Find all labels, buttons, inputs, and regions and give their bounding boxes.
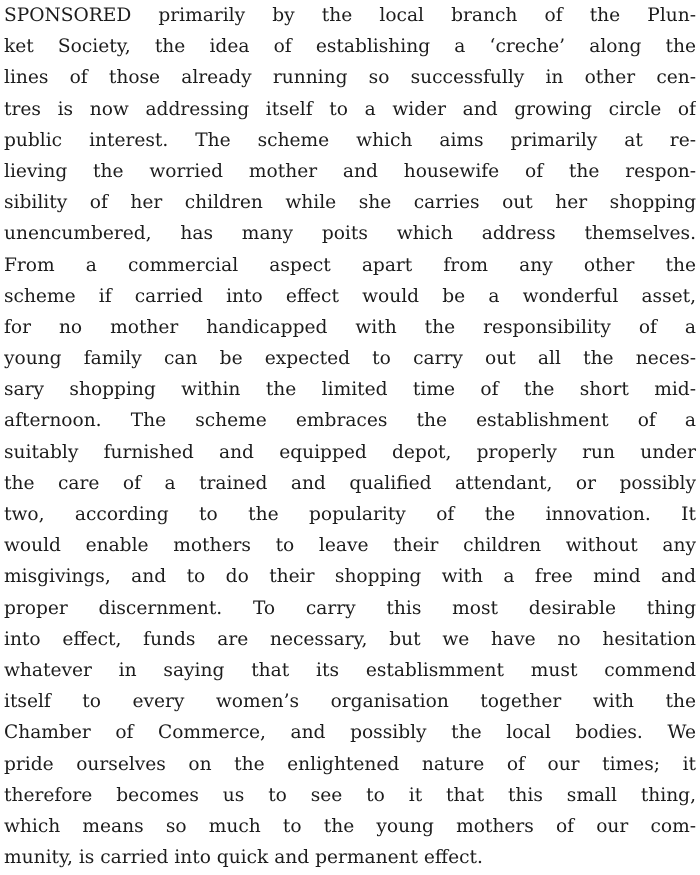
text-line: which means so much to the young mothers of our com- <box>4 815 696 837</box>
text-line: lieving the worried mother and housewife of the respon- <box>4 160 696 182</box>
text-line: two, according to the popularity of the innovation. It <box>4 504 696 525</box>
text-line: tres is now addressing itself to a wider and growing circle of <box>4 98 696 120</box>
text-line: unencumbered, has many poits which address themselves. <box>4 223 696 245</box>
text-line: for no mother handicapped with the responsibility of a <box>4 316 696 338</box>
text-line: would enable mothers to leave their children without any <box>4 535 696 557</box>
text-line: proper discernment. To carry this most desirable thing <box>4 597 696 619</box>
text-line: ket Society, the idea of establishing a ‘creche’ along the <box>4 36 696 58</box>
article-body <box>4 0 696 873</box>
text-line: misgivings, and to do their shopping with a free mind and <box>4 566 696 588</box>
text-line: public interest. The scheme which aims primarily at re- <box>4 129 696 151</box>
text-line: scheme if carried into effect would be a wonderful asset, <box>4 285 696 307</box>
text-line: sary shopping within the limited time of the short mid- <box>4 379 696 401</box>
text-line: suitably furnished and equipped depot, properly run under <box>4 441 696 463</box>
text-line: into effect, funds are necessary, but we have no hesitation <box>4 628 696 650</box>
text-line: From a commercial aspect apart from any other the <box>4 254 696 276</box>
text-line: young family can be expected to carry out all the neces- <box>4 348 696 370</box>
text-line: munity, is carried into quick and permanent effect. <box>4 847 483 869</box>
text-line: Chamber of Commerce, and possibly the local bodies. We <box>4 722 696 744</box>
text-line: therefore becomes us to see to it that this small thing, <box>4 784 696 806</box>
text-line: SPONSORED primarily by the local branch of the Plun- <box>4 5 696 26</box>
text-line: afternoon. The scheme embraces the establishment of a <box>4 410 696 432</box>
text-line: whatever in saying that its establismment must commend <box>4 659 696 681</box>
text-line: itself to every women’s organisation together with the <box>4 691 696 713</box>
text-line: sibility of her children while she carries out her shopping <box>4 192 696 214</box>
text-line: lines of those already running so successfully in other cen- <box>4 67 696 89</box>
text-line: the care of a trained and qualified attendant, or possibly <box>4 472 696 494</box>
text-line: pride ourselves on the enlightened nature of our times; it <box>4 753 696 775</box>
